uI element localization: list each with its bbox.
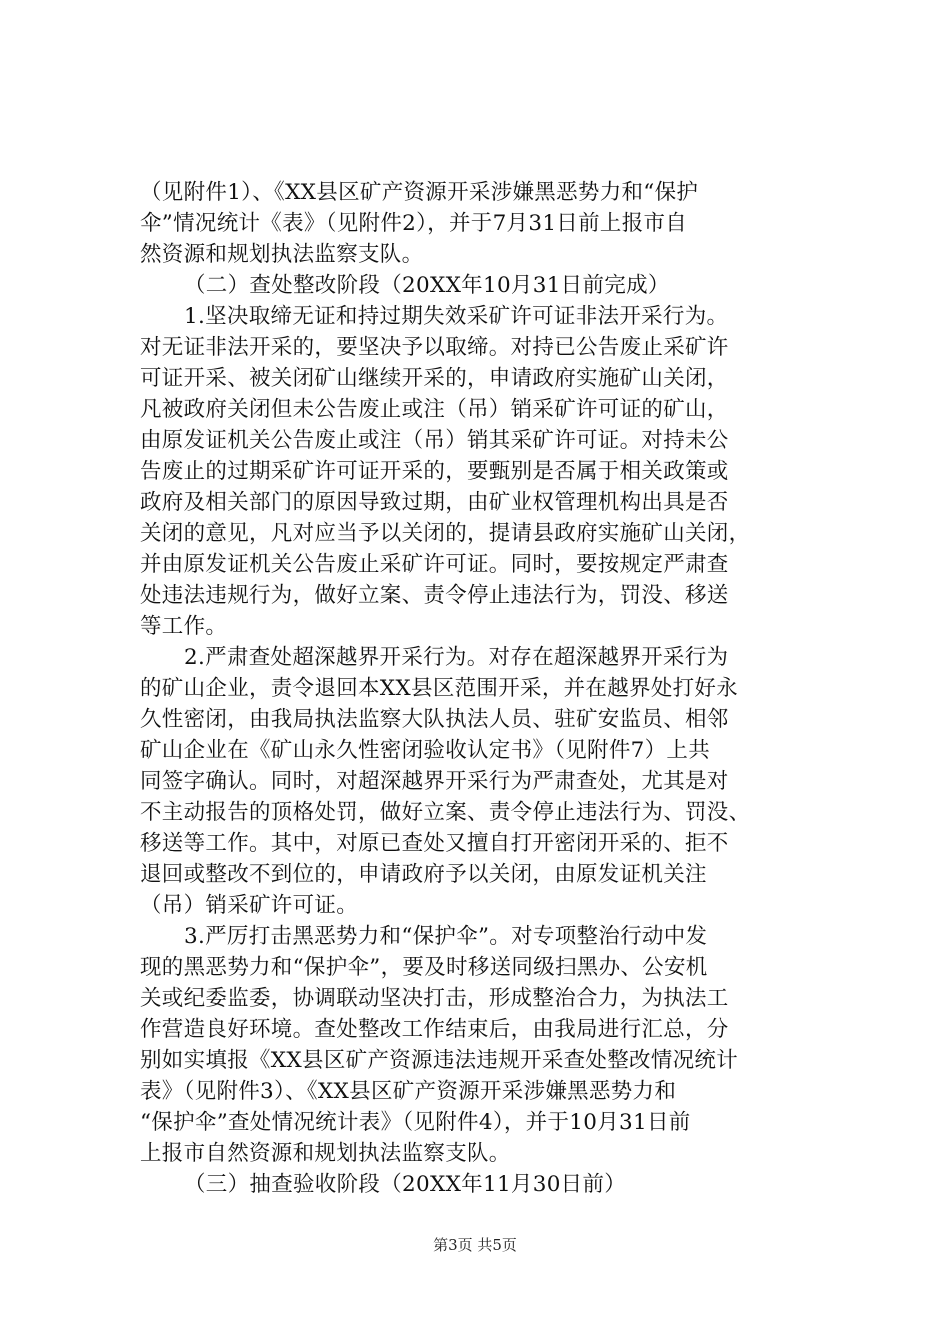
- text-line: 表》（见附件3）、《XX县区矿产资源开采涉嫌黑恶势力和: [140, 1079, 677, 1104]
- text-line: 退回或整改不到位的，申请政府予以关闭，由原发证机关注: [140, 862, 707, 887]
- text-line: 对无证非法开采的，要坚决予以取缔。对持已公告废止采矿许: [140, 335, 729, 360]
- text-line: （吊）销采矿许可证。: [140, 893, 359, 918]
- text-line: 别如实填报《XX县区矿产资源违法违规开采查处整改情况统计: [140, 1048, 739, 1073]
- text-line: 3.严厉打击黑恶势力和“保护伞”。对专项整治行动中发: [184, 924, 708, 949]
- text-line: 可证开采、被关闭矿山继续开采的，申请政府实施矿山关闭，: [140, 366, 729, 391]
- text-line: 关闭的意见，凡对应当予以关闭的，提请县政府实施矿山关闭，: [140, 521, 751, 546]
- text-line: 2.严肃查处超深越界开采行为。对存在超深越界开采行为: [184, 645, 729, 670]
- text-line: 1.坚决取缔无证和持过期失效采矿许可证非法开采行为。: [184, 304, 729, 329]
- text-line: 久性密闭，由我局执法监察大队执法人员、驻矿安监员、相邻: [140, 707, 729, 732]
- page-number-footer: 第3页 共5页: [433, 1236, 517, 1254]
- text-line: 移送等工作。其中，对原已查处又擅自打开密闭开采的、拒不: [140, 831, 729, 856]
- text-line: 同签字确认。同时，对超深越界开采行为严肃查处，尤其是对: [140, 769, 729, 794]
- text-line: 矿山企业在《矿山永久性密闭验收认定书》（见附件7）上共: [140, 738, 711, 763]
- text-line: 政府及相关部门的原因导致过期，由矿业权管理机构出具是否: [140, 490, 729, 515]
- text-line: （见附件1）、《XX县区矿产资源开采涉嫌黑恶势力和“保护: [140, 180, 699, 205]
- text-line: “保护伞”查处情况统计表》（见附件4），并于10月31日前: [140, 1110, 691, 1135]
- text-line: 等工作。: [140, 614, 228, 639]
- text-line: 现的黑恶势力和“保护伞”，要及时移送同级扫黑办、公安机: [140, 955, 708, 980]
- text-line: （三）抽查验收阶段（20XX年11月30日前）: [184, 1172, 627, 1197]
- text-line: 的矿山企业，责令退回本XX县区范围开采，并在越界处打好永: [140, 676, 739, 701]
- text-line: 并由原发证机关公告废止采矿许可证。同时，要按规定严肃查: [140, 552, 729, 577]
- text-line: 伞”情况统计《表》（见附件2），并于7月31日前上报市自: [140, 211, 688, 236]
- text-line: 凡被政府关闭但未公告废止或注（吊）销采矿许可证的矿山，: [140, 397, 729, 422]
- text-line: 然资源和规划执法监察支队。: [140, 242, 424, 267]
- text-line: 上报市自然资源和规划执法监察支队。: [140, 1141, 511, 1166]
- text-line: （二）查处整改阶段（20XX年10月31日前完成）: [184, 273, 670, 298]
- text-line: 由原发证机关公告废止或注（吊）销其采矿许可证。对持未公: [140, 428, 729, 453]
- text-line: 不主动报告的顶格处罚，做好立案、责令停止违法行为、罚没、: [140, 800, 751, 825]
- text-line: 处违法违规行为，做好立案、责令停止违法行为，罚没、移送: [140, 583, 729, 608]
- document-body: [140, 177, 830, 1200]
- text-line: 告废止的过期采矿许可证开采的，要甄别是否属于相关政策或: [140, 459, 729, 484]
- text-line: 作营造良好环境。查处整改工作结束后，由我局进行汇总，分: [140, 1017, 729, 1042]
- text-line: 关或纪委监委，协调联动坚决打击，形成整治合力，为执法工: [140, 986, 729, 1011]
